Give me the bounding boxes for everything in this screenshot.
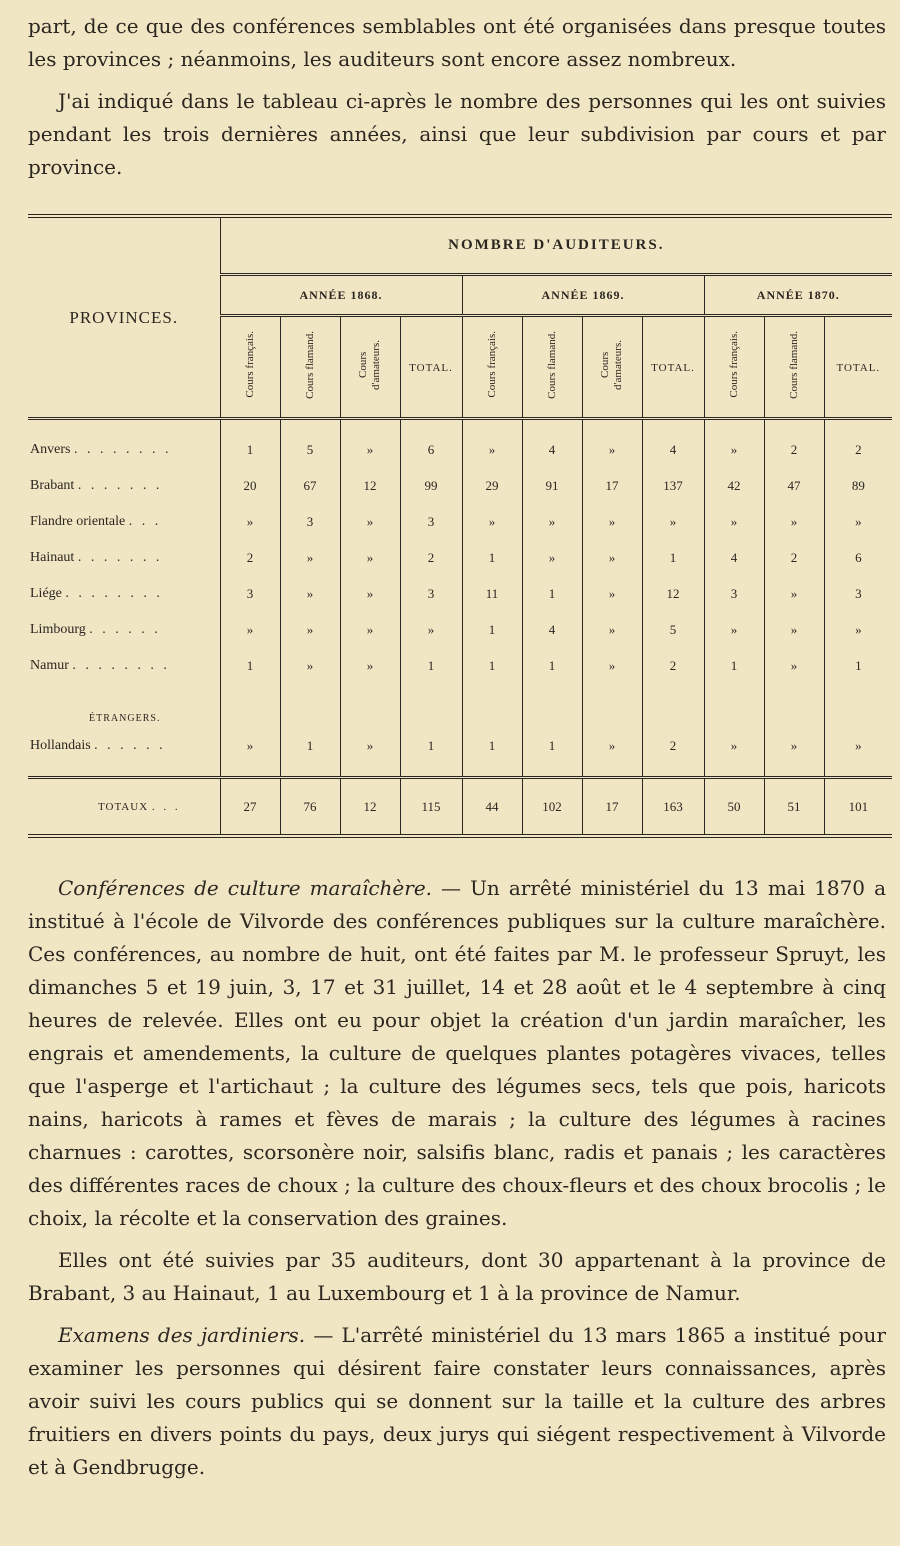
table-cell: 89	[824, 468, 892, 504]
table-cell: »	[582, 728, 642, 764]
table-cell: »	[280, 540, 340, 576]
table-cell: 2	[642, 728, 704, 764]
table-cell: »	[462, 504, 522, 540]
table-cell: »	[824, 612, 892, 648]
table-cell: »	[704, 612, 764, 648]
col-header: TOTAL.	[642, 316, 704, 419]
province-name	[28, 648, 220, 684]
table-cell: 12	[340, 778, 400, 837]
culture-paragraph-2: Elles ont été suivies par 35 auditeurs, dont 30 appartenant à la province de Brabant, 3 au Hainaut, 1 au Luxembourg et 1 à la province de Namur.	[28, 1248, 886, 1305]
leader-dots: . . . . . . .	[77, 478, 163, 493]
col-header: Cours français.	[462, 316, 522, 419]
table-cell: 3	[400, 504, 462, 540]
table-cell: 5	[280, 419, 340, 469]
table-cell: 1	[522, 648, 582, 684]
table-cell: »	[340, 540, 400, 576]
table-row	[28, 419, 892, 469]
empty-cell	[522, 764, 582, 778]
col-header: Cours d'amateurs.	[340, 316, 400, 419]
empty-cell	[582, 684, 642, 728]
table-cell: 29	[462, 468, 522, 504]
table-cell: »	[704, 504, 764, 540]
leader-dots: . . . . . .	[89, 622, 161, 637]
table-cell: 17	[582, 468, 642, 504]
table-cell: 115	[400, 778, 462, 837]
year-header-1868: ANNÉE 1868.	[220, 275, 462, 316]
table-cell: 11	[462, 576, 522, 612]
table-cell: 1	[462, 648, 522, 684]
table-cell: »	[462, 419, 522, 469]
col-header: Cours français.	[220, 316, 280, 419]
table-cell: 4	[522, 612, 582, 648]
table-cell: 101	[824, 778, 892, 837]
culture-body: — Un arrêté ministériel du 13 mai 1870 a institué à l'école de Vilvorde des conférences publiques sur la culture maraîchère. Ces conférences, au nombre de huit, ont été faites par M. le professeur Spruyt, les dimanches 5 et 19 juin, 3, 17 et 31 juillet, 14 et 28 août et le 4 septembre à cinq heures de relevée. Elles ont eu pour objet la création d'un jardin maraîcher, les engrais et amendements, la culture de quelques plantes potagères vivaces, telles que l'asperge et l'artichaut ; la culture des légumes secs, tels que pois, haricots nains, haricots à rames et fèves de marais ; la culture des légumes à racines charnues : carottes, scorsonère noir, salsifis blanc, radis et panais ; les caractères des différentes races de choux ; la culture des choux-fleurs et des choux brocolis ; le choix, la récolte et la conservation des graines.	[28, 876, 886, 1230]
empty-cell	[642, 764, 704, 778]
table-cell: 1	[462, 728, 522, 764]
table-cell: »	[340, 612, 400, 648]
table-cell: 4	[642, 419, 704, 469]
leader-dots: . . . . . . . .	[65, 586, 163, 601]
table-cell: »	[280, 612, 340, 648]
etrangers-row	[28, 684, 892, 728]
table-cell: 163	[642, 778, 704, 837]
province-label: Flandre orientale	[30, 514, 126, 529]
table-cell: 3	[704, 576, 764, 612]
empty-cell	[764, 684, 824, 728]
culture-paragraph	[28, 872, 886, 1235]
table-cell: »	[280, 648, 340, 684]
table-cell: »	[400, 612, 462, 648]
table-cell: 3	[220, 576, 280, 612]
table-cell: 17	[582, 778, 642, 837]
empty-cell	[280, 764, 340, 778]
table-cell: 3	[400, 576, 462, 612]
table-cell: 2	[400, 540, 462, 576]
empty-cell	[522, 684, 582, 728]
col-header: TOTAL.	[824, 316, 892, 419]
table-cell: 50	[704, 778, 764, 837]
province-name	[28, 504, 220, 540]
table-cell: 67	[280, 468, 340, 504]
province-name	[28, 468, 220, 504]
empty-cell	[280, 684, 340, 728]
table-cell: 1	[824, 648, 892, 684]
col-header: Cours flamand.	[764, 316, 824, 419]
empty-cell	[462, 764, 522, 778]
table-cell: 20	[220, 468, 280, 504]
examens-body: — L'arrêté ministériel du 13 mars 1865 a institué pour examiner les personnes qui désirent faire constater leurs connaissances, après avoir suivi les cours publics qui se donnent sur la taille et la culture des arbres fruitiers en divers points du pays, deux jurys qui siégent respectivement à Vilvorde et à Gendbrugge.	[28, 1323, 886, 1479]
col-header: Cours flamand.	[280, 316, 340, 419]
leader-dots: . . . . . . .	[77, 550, 163, 565]
table-cell: »	[824, 504, 892, 540]
leader-dots: . . . . . .	[94, 738, 166, 753]
table-row	[28, 648, 892, 684]
table-cell: 2	[642, 648, 704, 684]
table-cell: »	[220, 504, 280, 540]
table-cell: »	[340, 648, 400, 684]
table-cell: 1	[220, 648, 280, 684]
table-cell: 12	[340, 468, 400, 504]
table-cell: 1	[220, 419, 280, 469]
nombre-header: NOMBRE D'AUDITEURS.	[220, 216, 892, 275]
table-cell: 1	[400, 728, 462, 764]
table-cell: 91	[522, 468, 582, 504]
table-row	[28, 468, 892, 504]
province-label: Limbourg	[30, 622, 86, 637]
table-cell: »	[764, 612, 824, 648]
table-cell: »	[582, 612, 642, 648]
province-label: TOTAUX	[98, 800, 149, 813]
table-cell: »	[582, 540, 642, 576]
empty-cell	[462, 684, 522, 728]
table-cell: »	[340, 504, 400, 540]
empty-cell	[582, 764, 642, 778]
table-cell: »	[220, 612, 280, 648]
spacer-row	[28, 764, 892, 778]
table-cell: 1	[522, 576, 582, 612]
table-cell: 2	[824, 419, 892, 469]
empty-cell	[220, 684, 280, 728]
table-cell: 44	[462, 778, 522, 837]
table-cell: 4	[704, 540, 764, 576]
empty-cell	[642, 684, 704, 728]
table-cell: »	[522, 504, 582, 540]
provinces-header: PROVINCES.	[28, 216, 220, 419]
culture-title: Conférences de culture maraîchère.	[58, 876, 433, 900]
table-cell: 47	[764, 468, 824, 504]
table-cell: »	[280, 576, 340, 612]
table-row	[28, 504, 892, 540]
province-label: Hainaut	[30, 550, 75, 565]
table-cell: 51	[764, 778, 824, 837]
province-name	[28, 576, 220, 612]
table-cell: 42	[704, 468, 764, 504]
table-cell: 3	[280, 504, 340, 540]
etrangers-label: ÉTRANGERS.	[89, 713, 161, 724]
table-cell: »	[340, 576, 400, 612]
table-cell: 2	[764, 540, 824, 576]
table-cell: 137	[642, 468, 704, 504]
table-cell: »	[642, 504, 704, 540]
table-cell: 5	[642, 612, 704, 648]
table-row	[28, 728, 892, 764]
auditeurs-table	[28, 214, 892, 838]
table-cell: »	[582, 648, 642, 684]
province-label: Hollandais	[30, 738, 91, 753]
leader-dots: . . .	[128, 514, 162, 529]
table-cell: »	[522, 540, 582, 576]
table-cell: 76	[280, 778, 340, 837]
examens-title: Examens des jardiniers.	[58, 1323, 306, 1347]
table-cell: »	[340, 419, 400, 469]
year-header-1870: ANNÉE 1870.	[704, 275, 892, 316]
empty-cell	[340, 764, 400, 778]
province-label: Brabant	[30, 478, 75, 493]
table-row	[28, 540, 892, 576]
table-cell: »	[824, 728, 892, 764]
col-header: Cours flamand.	[522, 316, 582, 419]
table-cell: 12	[642, 576, 704, 612]
intro-paragraph-1: part, de ce que des conférences semblables ont été organisées dans presque toutes les provinces ; néanmoins, les auditeurs sont encore assez nombreux.	[28, 14, 886, 71]
table-cell: »	[764, 576, 824, 612]
empty-cell	[340, 684, 400, 728]
table-cell: 1	[522, 728, 582, 764]
leader-dots: . . . . . . . .	[73, 442, 172, 457]
province-name	[28, 540, 220, 576]
table-cell: 1	[280, 728, 340, 764]
table-cell: 2	[220, 540, 280, 576]
empty-cell	[28, 764, 220, 778]
auditeurs-table-wrap	[28, 214, 892, 838]
table-cell: 4	[522, 419, 582, 469]
intro-paragraph-2: J'ai indiqué dans le tableau ci-après le nombre des personnes qui les ont suivies pendant les trois dernières années, ainsi que leur subdivision par cours et par province.	[28, 89, 886, 179]
province-name	[28, 419, 220, 469]
table-cell: 6	[824, 540, 892, 576]
province-name	[28, 728, 220, 764]
col-header: Cours d'amateurs.	[582, 316, 642, 419]
table-cell: 99	[400, 468, 462, 504]
col-header: Cours français.	[704, 316, 764, 419]
table-cell: »	[764, 504, 824, 540]
province-label: Namur	[30, 658, 69, 673]
table-body	[28, 419, 892, 837]
table-row	[28, 576, 892, 612]
table-cell: 27	[220, 778, 280, 837]
table-cell: »	[582, 504, 642, 540]
table-cell: »	[582, 419, 642, 469]
table-row	[28, 612, 892, 648]
table-cell: »	[220, 728, 280, 764]
leader-dots: . . . . . . . .	[72, 658, 170, 673]
province-name	[28, 778, 220, 837]
table-cell: 102	[522, 778, 582, 837]
year-header-1869: ANNÉE 1869.	[462, 275, 704, 316]
empty-cell	[220, 764, 280, 778]
col-header: TOTAL.	[400, 316, 462, 419]
table-cell: 1	[462, 540, 522, 576]
empty-cell	[400, 684, 462, 728]
empty-cell	[704, 684, 764, 728]
table-cell: »	[764, 728, 824, 764]
province-name	[28, 612, 220, 648]
province-label: Liége	[30, 586, 62, 601]
table-cell: 1	[642, 540, 704, 576]
table-cell: 1	[462, 612, 522, 648]
empty-cell	[824, 764, 892, 778]
table-cell: 6	[400, 419, 462, 469]
table-cell: 1	[400, 648, 462, 684]
empty-cell	[400, 764, 462, 778]
empty-cell	[824, 684, 892, 728]
table-cell: »	[704, 419, 764, 469]
empty-cell	[764, 764, 824, 778]
table-cell: »	[582, 576, 642, 612]
empty-cell	[704, 764, 764, 778]
table-cell: »	[704, 728, 764, 764]
table-cell: 1	[704, 648, 764, 684]
table-cell: 2	[764, 419, 824, 469]
table-cell: 3	[824, 576, 892, 612]
table-cell: »	[340, 728, 400, 764]
province-label: Anvers	[30, 442, 71, 457]
table-cell: »	[764, 648, 824, 684]
examens-paragraph	[28, 1319, 886, 1484]
leader-dots: . . .	[151, 800, 181, 813]
table-row	[28, 778, 892, 837]
